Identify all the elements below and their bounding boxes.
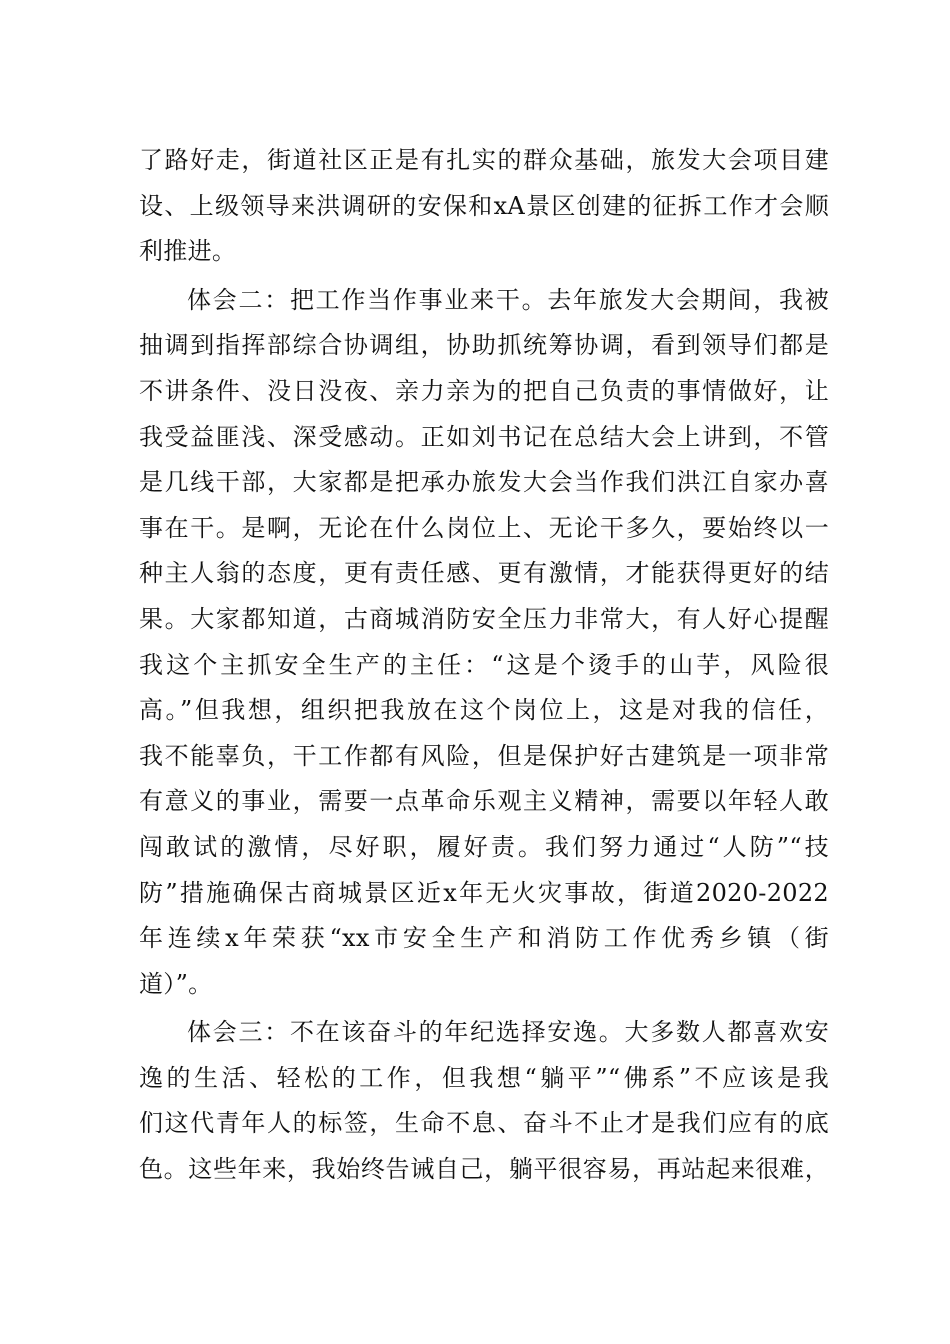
text-line: 不讲条件、没日没夜、亲力亲为的把自己负责的事情做好，让: [139, 376, 829, 405]
text-line: 了路好走，街道社区正是有扎实的群众基础，旅发大会项目建: [139, 146, 829, 174]
text-line: 道）”。: [139, 969, 213, 998]
text-line: 色。这些年来，我始终告诫自己，躺平很容易，再站起来很难，: [139, 1155, 829, 1184]
paragraph-start-line: 体会二：把工作当作事业来干。去年旅发大会期间，我被: [187, 285, 829, 314]
text-line: 我受益匪浅、深受感动。正如刘书记在总结大会上讲到，不管: [139, 422, 829, 451]
body-text: [139, 138, 829, 1193]
text-line: 事在干。是啊，无论在什么岗位上、无论干多久，要始终以一: [139, 513, 829, 542]
text-line: 是几线干部，大家都是把承办旅发大会当作我们洪江自家办喜: [139, 468, 829, 497]
text-line: 高。”但我想，组织把我放在这个岗位上，这是对我的信任，: [139, 696, 829, 725]
text-line: 种主人翁的态度，更有责任感、更有激情，才能获得更好的结: [139, 559, 829, 588]
text-line: 们这代青年人的标签，生命不息、奋斗不止才是我们应有的底: [139, 1109, 829, 1138]
text-line: 有意义的事业，需要一点革命乐观主义精神，需要以年轻人敢: [139, 787, 829, 816]
text-line: 闯敢试的激情，尽好职，履好责。我们努力通过“人防”“技: [139, 832, 829, 861]
text-line: 逸的生活、轻松的工作，但我想“躺平”“佛系”不应该是我: [139, 1063, 829, 1092]
text-line: 利推进。: [139, 237, 237, 266]
text-line: 我不能辜负，干工作都有风险，但是保护好古建筑是一项非常: [139, 741, 829, 770]
paragraph-start-line: 体会三：不在该奋斗的年纪选择安逸。大多数人都喜欢安: [187, 1018, 829, 1047]
text-line: 我这个主抓安全生产的主任：“这是个烫手的山芋，风险很: [139, 650, 829, 679]
text-line: 设、上级领导来洪调研的安保和xA景区创建的征拆工作才会顺: [139, 191, 829, 220]
text-line: 抽调到指挥部综合协调组，协助抓统筹协调，看到领导们都是: [139, 331, 829, 360]
text-line: 防”措施确保古商城景区近x年无火灾事故，街道2020-2022: [139, 878, 829, 907]
text-line: 果。大家都知道，古商城消防安全压力非常大，有人好心提醒: [139, 604, 829, 633]
text-line: 年连续x年荣获“xx市安全生产和消防工作优秀乡镇（街: [139, 924, 829, 953]
